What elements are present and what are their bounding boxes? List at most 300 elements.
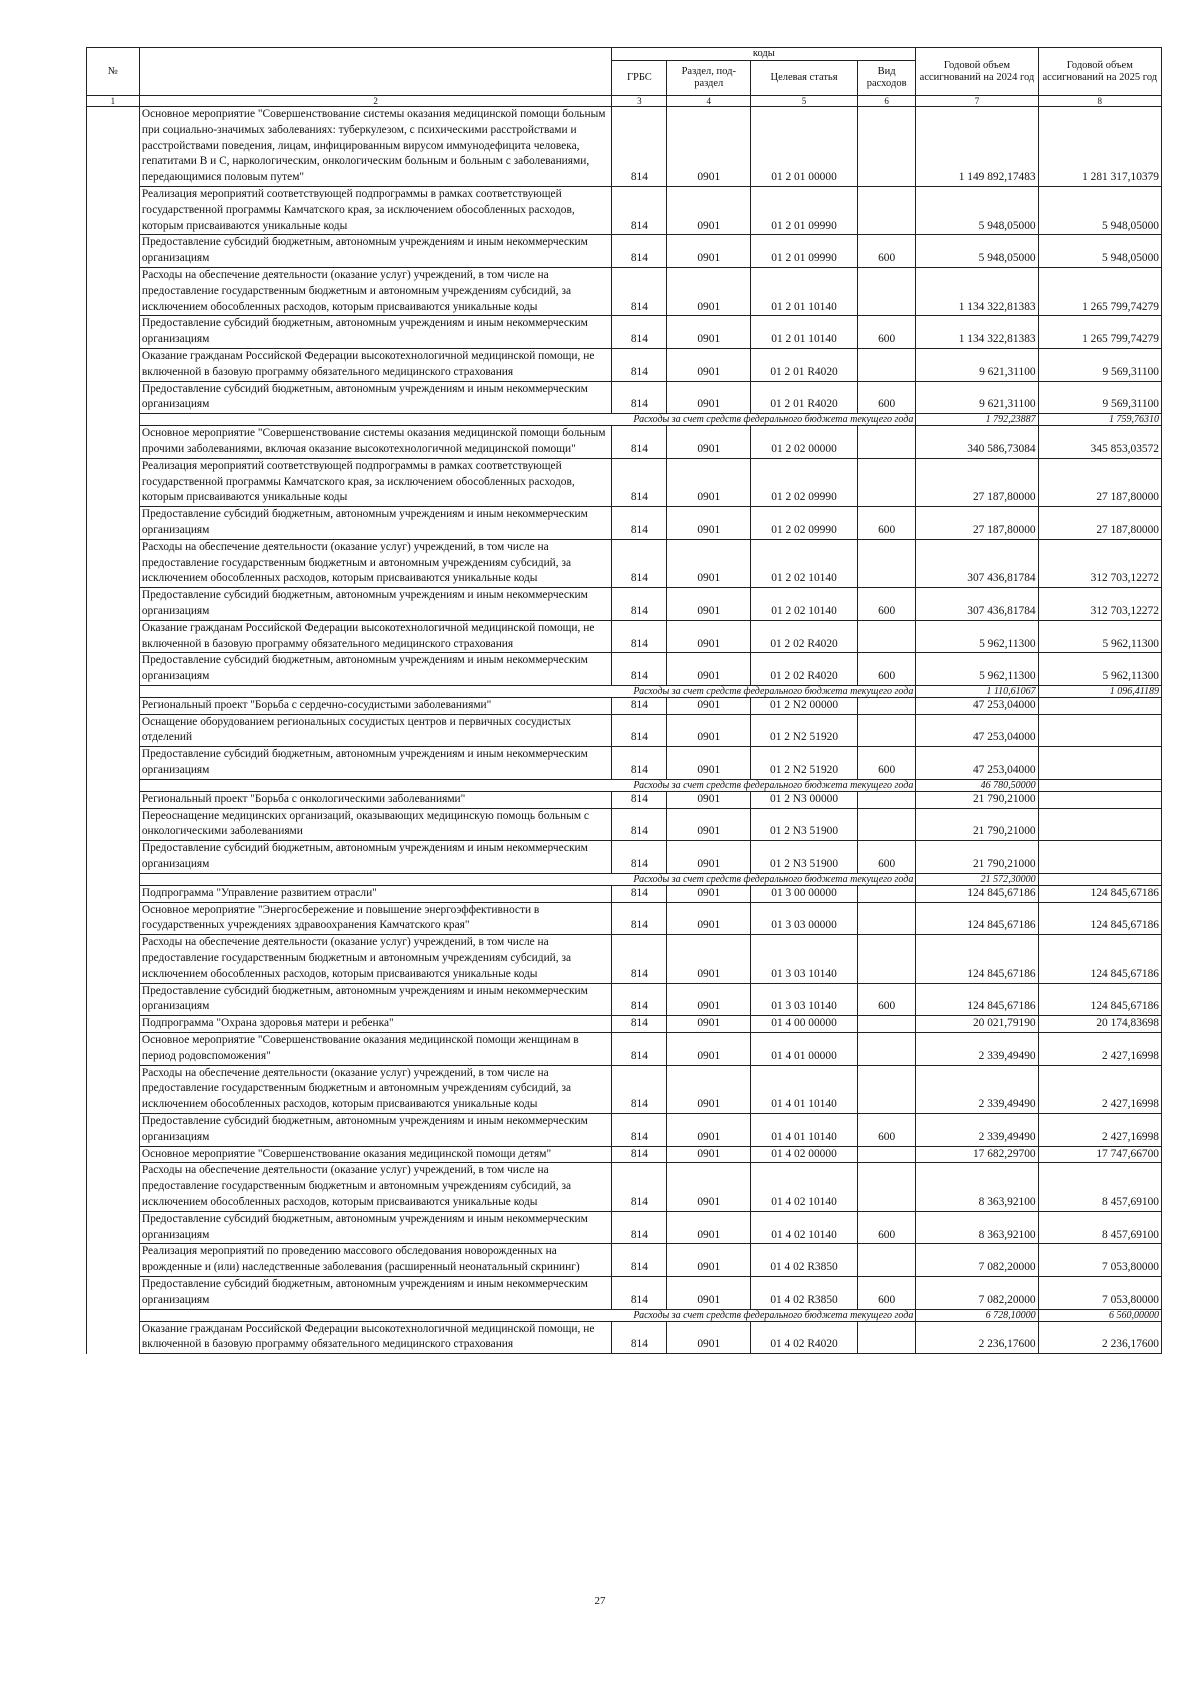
col-header-codes-group: коды [612, 48, 916, 61]
grbs-code: 814 [612, 1033, 667, 1066]
grbs-code: 814 [612, 1065, 667, 1113]
row-description: Расходы на обеспечение деятельности (оказание услуг) учреждений, в том числе на предоставление государственным бюджетным и автономным учреждениям субсидий, за исключением обособленных расходов, которым присваиваются уникальные коды [139, 935, 611, 983]
expense-type-code: 600 [857, 381, 915, 414]
table-row [87, 841, 1162, 874]
amount-2024: 20 021,79190 [916, 1016, 1038, 1033]
target-code: 01 4 01 10140 [751, 1065, 858, 1113]
target-code: 01 4 01 00000 [751, 1033, 858, 1066]
section-code: 0901 [667, 1146, 751, 1163]
row-description: Предоставление субсидий бюджетным, автономным учреждениям и иным некоммерческим организациям [139, 588, 611, 621]
target-code: 01 2 02 R4020 [751, 653, 858, 686]
section-code: 0901 [667, 426, 751, 459]
amount-2024: 47 253,04000 [916, 747, 1038, 780]
row-description: Основное мероприятие "Совершенствование системы оказания медицинской помощи больным прочими заболеваниями, включая оказание высокотехнологичной медицинской помощи" [139, 426, 611, 459]
amount-2024: 1 110,61067 [916, 685, 1038, 697]
row-number-cell [87, 697, 140, 714]
section-code: 0901 [667, 1321, 751, 1354]
table-body [87, 107, 1162, 1354]
section-code: 0901 [667, 747, 751, 780]
row-number-cell [87, 426, 140, 459]
target-code: 01 2 01 09990 [751, 235, 858, 268]
section-code: 0901 [667, 235, 751, 268]
grbs-code: 814 [612, 714, 667, 747]
row-description: Расходы на обеспечение деятельности (оказание услуг) учреждений, в том числе на предоставление государственным бюджетным и автономным учреждениям субсидий, за исключением обособленных расходов, которым присваиваются уникальные коды [139, 539, 611, 587]
column-number: 7 [916, 96, 1038, 107]
amount-2024: 8 363,92100 [916, 1163, 1038, 1211]
amount-2025: 1 265 799,74279 [1038, 316, 1161, 349]
amount-2025: 345 853,03572 [1038, 426, 1161, 459]
column-number: 3 [612, 96, 667, 107]
amount-2025: 5 948,05000 [1038, 186, 1161, 234]
page-number: 27 [594, 1595, 606, 1607]
row-number-cell [87, 779, 140, 791]
target-code: 01 4 02 10140 [751, 1211, 858, 1244]
column-number: 8 [1038, 96, 1161, 107]
target-code: 01 4 00 00000 [751, 1016, 858, 1033]
section-code: 0901 [667, 186, 751, 234]
row-description: Предоставление субсидий бюджетным, автономным учреждениям и иным некоммерческим организациям [139, 235, 611, 268]
row-number-cell [87, 1163, 140, 1211]
grbs-code: 814 [612, 1146, 667, 1163]
table-row [87, 747, 1162, 780]
table-row [87, 620, 1162, 653]
amount-2024: 21 572,30000 [916, 873, 1038, 885]
amount-2024: 5 962,11300 [916, 620, 1038, 653]
section-code: 0901 [667, 267, 751, 315]
row-description: Оказание гражданам Российской Федерации высокотехнологичной медицинской помощи, не включенной в базовую программу обязательного медицинского страхования [139, 348, 611, 381]
grbs-code: 814 [612, 1016, 667, 1033]
row-description: Предоставление субсидий бюджетным, автономным учреждениям и иным некоммерческим организациям [139, 1211, 611, 1244]
row-description: Расходы на обеспечение деятельности (оказание услуг) учреждений, в том числе на предоставление государственным бюджетным и автономным учреждениям субсидий, за исключением обособленных расходов, которым присваиваются уникальные коды [139, 1065, 611, 1113]
row-description: Предоставление субсидий бюджетным, автономным учреждениям и иным некоммерческим организациям [139, 1276, 611, 1309]
federal-budget-label: Расходы за счет средств федерального бюджета текущего года [139, 414, 916, 426]
section-code: 0901 [667, 1114, 751, 1147]
expense-type-code: 600 [857, 235, 915, 268]
row-description: Предоставление субсидий бюджетным, автономным учреждениям и иным некоммерческим организациям [139, 316, 611, 349]
target-code: 01 2 N3 51900 [751, 808, 858, 841]
header-row-top [87, 48, 1162, 61]
section-code: 0901 [667, 381, 751, 414]
section-code: 0901 [667, 791, 751, 808]
row-description: Предоставление субсидий бюджетным, автономным учреждениям и иным некоммерческим организациям [139, 983, 611, 1016]
column-number-row [87, 96, 1162, 107]
row-number-cell [87, 885, 140, 902]
amount-2024: 2 236,17600 [916, 1321, 1038, 1354]
row-number-cell [87, 873, 140, 885]
row-number-cell [87, 808, 140, 841]
col-header-2024: Годовой объем ассигнований на 2024 год [916, 48, 1038, 96]
table-row [87, 316, 1162, 349]
grbs-code: 814 [612, 235, 667, 268]
row-number-cell [87, 747, 140, 780]
section-code: 0901 [667, 588, 751, 621]
federal-budget-row [87, 685, 1162, 697]
amount-2024: 124 845,67186 [916, 935, 1038, 983]
col-header-target: Целевая статья [751, 61, 858, 96]
row-number-cell [87, 1244, 140, 1277]
table-row [87, 1016, 1162, 1033]
row-number-cell [87, 1276, 140, 1309]
amount-2025: 2 427,16998 [1038, 1114, 1161, 1147]
target-code: 01 2 01 10140 [751, 316, 858, 349]
amount-2024: 2 339,49490 [916, 1114, 1038, 1147]
grbs-code: 814 [612, 902, 667, 935]
row-description: Оказание гражданам Российской Федерации высокотехнологичной медицинской помощи, не включенной в базовую программу обязательного медицинского страхования [139, 1321, 611, 1354]
federal-budget-row [87, 414, 1162, 426]
amount-2025: 20 174,83698 [1038, 1016, 1161, 1033]
target-code: 01 2 02 10140 [751, 539, 858, 587]
column-number: 4 [667, 96, 751, 107]
amount-2024: 5 962,11300 [916, 653, 1038, 686]
amount-2024: 7 082,20000 [916, 1276, 1038, 1309]
amount-2025: 2 427,16998 [1038, 1033, 1161, 1066]
amount-2024: 8 363,92100 [916, 1211, 1038, 1244]
row-number-cell [87, 841, 140, 874]
row-description: Предоставление субсидий бюджетным, автономным учреждениям и иным некоммерческим организациям [139, 381, 611, 414]
table-row [87, 426, 1162, 459]
table-row [87, 1065, 1162, 1113]
row-number-cell [87, 902, 140, 935]
grbs-code: 814 [612, 1321, 667, 1354]
grbs-code: 814 [612, 983, 667, 1016]
row-number-cell [87, 620, 140, 653]
amount-2024: 2 339,49490 [916, 1033, 1038, 1066]
table-row [87, 1321, 1162, 1354]
amount-2024: 7 082,20000 [916, 1244, 1038, 1277]
table-row [87, 186, 1162, 234]
table-row [87, 1244, 1162, 1277]
row-description: Основное мероприятие "Совершенствование оказания медицинской помощи женщинам в период родовспоможения" [139, 1033, 611, 1066]
amount-2024: 1 134 322,81383 [916, 267, 1038, 315]
section-code: 0901 [667, 653, 751, 686]
target-code: 01 2 N2 00000 [751, 697, 858, 714]
row-description: Предоставление субсидий бюджетным, автономным учреждениям и иным некоммерческим организациям [139, 747, 611, 780]
table-row [87, 588, 1162, 621]
federal-budget-row [87, 873, 1162, 885]
amount-2024: 124 845,67186 [916, 983, 1038, 1016]
amount-2024: 47 253,04000 [916, 697, 1038, 714]
amount-2024: 46 780,50000 [916, 779, 1038, 791]
table-row [87, 381, 1162, 414]
target-code: 01 2 01 R4020 [751, 348, 858, 381]
row-number-cell [87, 186, 140, 234]
target-code: 01 4 02 R4020 [751, 1321, 858, 1354]
amount-2025: 9 569,31100 [1038, 348, 1161, 381]
table-row [87, 1163, 1162, 1211]
row-description: Региональный проект "Борьба с сердечно-сосудистыми заболеваниями" [139, 697, 611, 714]
column-number: 2 [139, 96, 611, 107]
table-row [87, 458, 1162, 506]
row-description: Основное мероприятие "Совершенствование оказания медицинской помощи детям" [139, 1146, 611, 1163]
section-code: 0901 [667, 1276, 751, 1309]
row-number-cell [87, 935, 140, 983]
federal-budget-label: Расходы за счет средств федерального бюджета текущего года [139, 779, 916, 791]
amount-2025: 27 187,80000 [1038, 507, 1161, 540]
expense-type-code [857, 620, 915, 653]
col-header-2025: Годовой объем ассигнований на 2025 год [1038, 48, 1161, 96]
row-number-cell [87, 381, 140, 414]
expense-type-code: 600 [857, 1276, 915, 1309]
amount-2024: 5 948,05000 [916, 186, 1038, 234]
amount-2025: 9 569,31100 [1038, 381, 1161, 414]
expense-type-code [857, 1244, 915, 1277]
row-number-cell [87, 588, 140, 621]
table-row [87, 267, 1162, 315]
row-description: Основное мероприятие "Энергосбережение и повышение энергоэффективности в государственных учреждениях здравоохранения Камчатского края" [139, 902, 611, 935]
amount-2025: 1 281 317,10379 [1038, 107, 1161, 187]
amount-2024: 9 621,31100 [916, 381, 1038, 414]
row-number-cell [87, 714, 140, 747]
grbs-code: 814 [612, 841, 667, 874]
expense-type-code: 600 [857, 983, 915, 1016]
expense-type-code: 600 [857, 316, 915, 349]
table-row [87, 697, 1162, 714]
target-code: 01 2 01 10140 [751, 267, 858, 315]
table-row [87, 1146, 1162, 1163]
expense-type-code: 600 [857, 841, 915, 874]
federal-budget-label: Расходы за счет средств федерального бюджета текущего года [139, 873, 916, 885]
expense-type-code [857, 714, 915, 747]
table-row [87, 539, 1162, 587]
amount-2024: 124 845,67186 [916, 885, 1038, 902]
grbs-code: 814 [612, 935, 667, 983]
expense-type-code: 600 [857, 1211, 915, 1244]
section-code: 0901 [667, 1244, 751, 1277]
amount-2025: 1 265 799,74279 [1038, 267, 1161, 315]
amount-2025: 8 457,69100 [1038, 1163, 1161, 1211]
row-description: Предоставление субсидий бюджетным, автономным учреждениям и иным некоммерческим организациям [139, 841, 611, 874]
amount-2024: 1 134 322,81383 [916, 316, 1038, 349]
expense-type-code [857, 186, 915, 234]
row-number-cell [87, 983, 140, 1016]
row-number-cell [87, 1211, 140, 1244]
target-code: 01 2 N2 51920 [751, 747, 858, 780]
row-description: Переоснащение медицинских организаций, оказывающих медицинскую помощь больным с онкологическими заболеваниями [139, 808, 611, 841]
grbs-code: 814 [612, 539, 667, 587]
target-code: 01 2 N3 51900 [751, 841, 858, 874]
grbs-code: 814 [612, 316, 667, 349]
section-code: 0901 [667, 983, 751, 1016]
row-number-cell [87, 1065, 140, 1113]
table-row [87, 107, 1162, 187]
amount-2025 [1038, 747, 1161, 780]
expense-type-code [857, 1016, 915, 1033]
expense-type-code [857, 808, 915, 841]
section-code: 0901 [667, 697, 751, 714]
target-code: 01 3 03 10140 [751, 935, 858, 983]
section-code: 0901 [667, 808, 751, 841]
amount-2024: 1 792,23887 [916, 414, 1038, 426]
table-row [87, 507, 1162, 540]
amount-2025: 5 948,05000 [1038, 235, 1161, 268]
amount-2025: 124 845,67186 [1038, 983, 1161, 1016]
federal-budget-row [87, 1309, 1162, 1321]
table-row [87, 808, 1162, 841]
expense-type-code [857, 1033, 915, 1066]
row-number-cell [87, 1309, 140, 1321]
expense-type-code [857, 348, 915, 381]
row-description: Подпрограмма "Охрана здоровья матери и ребенка" [139, 1016, 611, 1033]
column-number: 1 [87, 96, 140, 107]
target-code: 01 2 02 09990 [751, 458, 858, 506]
section-code: 0901 [667, 1211, 751, 1244]
table-row [87, 983, 1162, 1016]
grbs-code: 814 [612, 885, 667, 902]
table-row [87, 791, 1162, 808]
row-number-cell [87, 791, 140, 808]
amount-2025 [1038, 841, 1161, 874]
amount-2024: 9 621,31100 [916, 348, 1038, 381]
expense-type-code: 600 [857, 747, 915, 780]
expense-type-code [857, 1146, 915, 1163]
amount-2025: 1 759,76310 [1038, 414, 1161, 426]
section-code: 0901 [667, 507, 751, 540]
table-row [87, 885, 1162, 902]
expense-type-code: 600 [857, 507, 915, 540]
row-number-cell [87, 348, 140, 381]
amount-2024: 21 790,21000 [916, 808, 1038, 841]
amount-2025: 7 053,80000 [1038, 1244, 1161, 1277]
table-row [87, 1033, 1162, 1066]
target-code: 01 2 02 10140 [751, 588, 858, 621]
section-code: 0901 [667, 1033, 751, 1066]
target-code: 01 3 03 10140 [751, 983, 858, 1016]
grbs-code: 814 [612, 186, 667, 234]
table-row [87, 1114, 1162, 1147]
amount-2025: 124 845,67186 [1038, 935, 1161, 983]
row-number-cell [87, 267, 140, 315]
section-code: 0901 [667, 1065, 751, 1113]
row-description: Реализация мероприятий по проведению массового обследования новорожденных на врожденные и (или) наследственные заболевания (расширенный неонатальный скрининг) [139, 1244, 611, 1277]
budget-table [86, 47, 1162, 1354]
target-code: 01 2 02 R4020 [751, 620, 858, 653]
target-code: 01 4 02 R3850 [751, 1276, 858, 1309]
amount-2025 [1038, 714, 1161, 747]
table-row [87, 1211, 1162, 1244]
expense-type-code [857, 107, 915, 187]
expense-type-code [857, 697, 915, 714]
amount-2025: 124 845,67186 [1038, 885, 1161, 902]
row-number-cell [87, 653, 140, 686]
row-number-cell [87, 1321, 140, 1354]
table-row [87, 348, 1162, 381]
amount-2024: 307 436,81784 [916, 588, 1038, 621]
grbs-code: 814 [612, 588, 667, 621]
amount-2025: 17 747,66700 [1038, 1146, 1161, 1163]
grbs-code: 814 [612, 507, 667, 540]
target-code: 01 3 03 00000 [751, 902, 858, 935]
row-description: Основное мероприятие "Совершенствование системы оказания медицинской помощи больным при социально-значимых заболеваниях: туберкулезом, с психическими расстройствами и расстройствами поведения, лицам, инфицированным вирусом иммунодефицита человека, гепатитами В и С, наркологическим, онкологическим больным и больным с заболеваниями, передающимися половым путем" [139, 107, 611, 187]
section-code: 0901 [667, 902, 751, 935]
amount-2025 [1038, 779, 1161, 791]
section-code: 0901 [667, 620, 751, 653]
amount-2024: 6 728,10000 [916, 1309, 1038, 1321]
amount-2025: 7 053,80000 [1038, 1276, 1161, 1309]
grbs-code: 814 [612, 381, 667, 414]
table-row [87, 714, 1162, 747]
row-description: Оснащение оборудованием региональных сосудистых центров и первичных сосудистых отделений [139, 714, 611, 747]
amount-2025: 2 236,17600 [1038, 1321, 1161, 1354]
row-number-cell [87, 316, 140, 349]
expense-type-code: 600 [857, 1114, 915, 1147]
target-code: 01 2 01 09990 [751, 186, 858, 234]
grbs-code: 814 [612, 426, 667, 459]
row-number-cell [87, 1033, 140, 1066]
expense-type-code [857, 885, 915, 902]
expense-type-code [857, 935, 915, 983]
section-code: 0901 [667, 885, 751, 902]
row-number-cell [87, 1114, 140, 1147]
target-code: 01 2 01 00000 [751, 107, 858, 187]
amount-2024: 21 790,21000 [916, 791, 1038, 808]
expense-type-code [857, 539, 915, 587]
target-code: 01 4 02 00000 [751, 1146, 858, 1163]
target-code: 01 2 N3 00000 [751, 791, 858, 808]
grbs-code: 814 [612, 747, 667, 780]
expense-type-code [857, 426, 915, 459]
amount-2024: 27 187,80000 [916, 458, 1038, 506]
section-code: 0901 [667, 539, 751, 587]
expense-type-code [857, 791, 915, 808]
amount-2025: 6 560,00000 [1038, 1309, 1161, 1321]
row-number-cell [87, 507, 140, 540]
target-code: 01 4 02 10140 [751, 1163, 858, 1211]
expense-type-code: 600 [857, 653, 915, 686]
section-code: 0901 [667, 1163, 751, 1211]
grbs-code: 814 [612, 808, 667, 841]
amount-2024: 27 187,80000 [916, 507, 1038, 540]
target-code: 01 3 00 00000 [751, 885, 858, 902]
amount-2024: 340 586,73084 [916, 426, 1038, 459]
expense-type-code [857, 1163, 915, 1211]
expense-type-code [857, 1065, 915, 1113]
table-row [87, 235, 1162, 268]
col-header-no: № [87, 48, 140, 96]
section-code: 0901 [667, 935, 751, 983]
expense-type-code [857, 267, 915, 315]
row-description: Предоставление субсидий бюджетным, автономным учреждениям и иным некоммерческим организациям [139, 507, 611, 540]
grbs-code: 814 [612, 267, 667, 315]
target-code: 01 2 N2 51920 [751, 714, 858, 747]
amount-2025: 8 457,69100 [1038, 1211, 1161, 1244]
grbs-code: 814 [612, 1211, 667, 1244]
amount-2025: 1 096,41189 [1038, 685, 1161, 697]
amount-2025 [1038, 808, 1161, 841]
section-code: 0901 [667, 316, 751, 349]
amount-2024: 5 948,05000 [916, 235, 1038, 268]
federal-budget-row [87, 779, 1162, 791]
row-description: Предоставление субсидий бюджетным, автономным учреждениям и иным некоммерческим организациям [139, 653, 611, 686]
row-description: Предоставление субсидий бюджетным, автономным учреждениям и иным некоммерческим организациям [139, 1114, 611, 1147]
row-description: Подпрограмма "Управление развитием отрасли" [139, 885, 611, 902]
row-description: Реализация мероприятий соответствующей подпрограммы в рамках соответствующей государственной программы Камчатского края, за исключением обособленных расходов, которым присваиваются уникальные коды [139, 458, 611, 506]
amount-2024: 2 339,49490 [916, 1065, 1038, 1113]
target-code: 01 2 01 R4020 [751, 381, 858, 414]
row-number-cell [87, 1016, 140, 1033]
grbs-code: 814 [612, 458, 667, 506]
grbs-code: 814 [612, 653, 667, 686]
amount-2024: 1 149 892,17483 [916, 107, 1038, 187]
row-description: Оказание гражданам Российской Федерации высокотехнологичной медицинской помощи, не включенной в базовую программу обязательного медицинского страхования [139, 620, 611, 653]
amount-2025: 5 962,11300 [1038, 620, 1161, 653]
col-header-grbs: ГРБС [612, 61, 667, 96]
amount-2025: 27 187,80000 [1038, 458, 1161, 506]
amount-2025 [1038, 791, 1161, 808]
section-code: 0901 [667, 458, 751, 506]
amount-2024: 21 790,21000 [916, 841, 1038, 874]
row-number-cell [87, 414, 140, 426]
grbs-code: 814 [612, 348, 667, 381]
